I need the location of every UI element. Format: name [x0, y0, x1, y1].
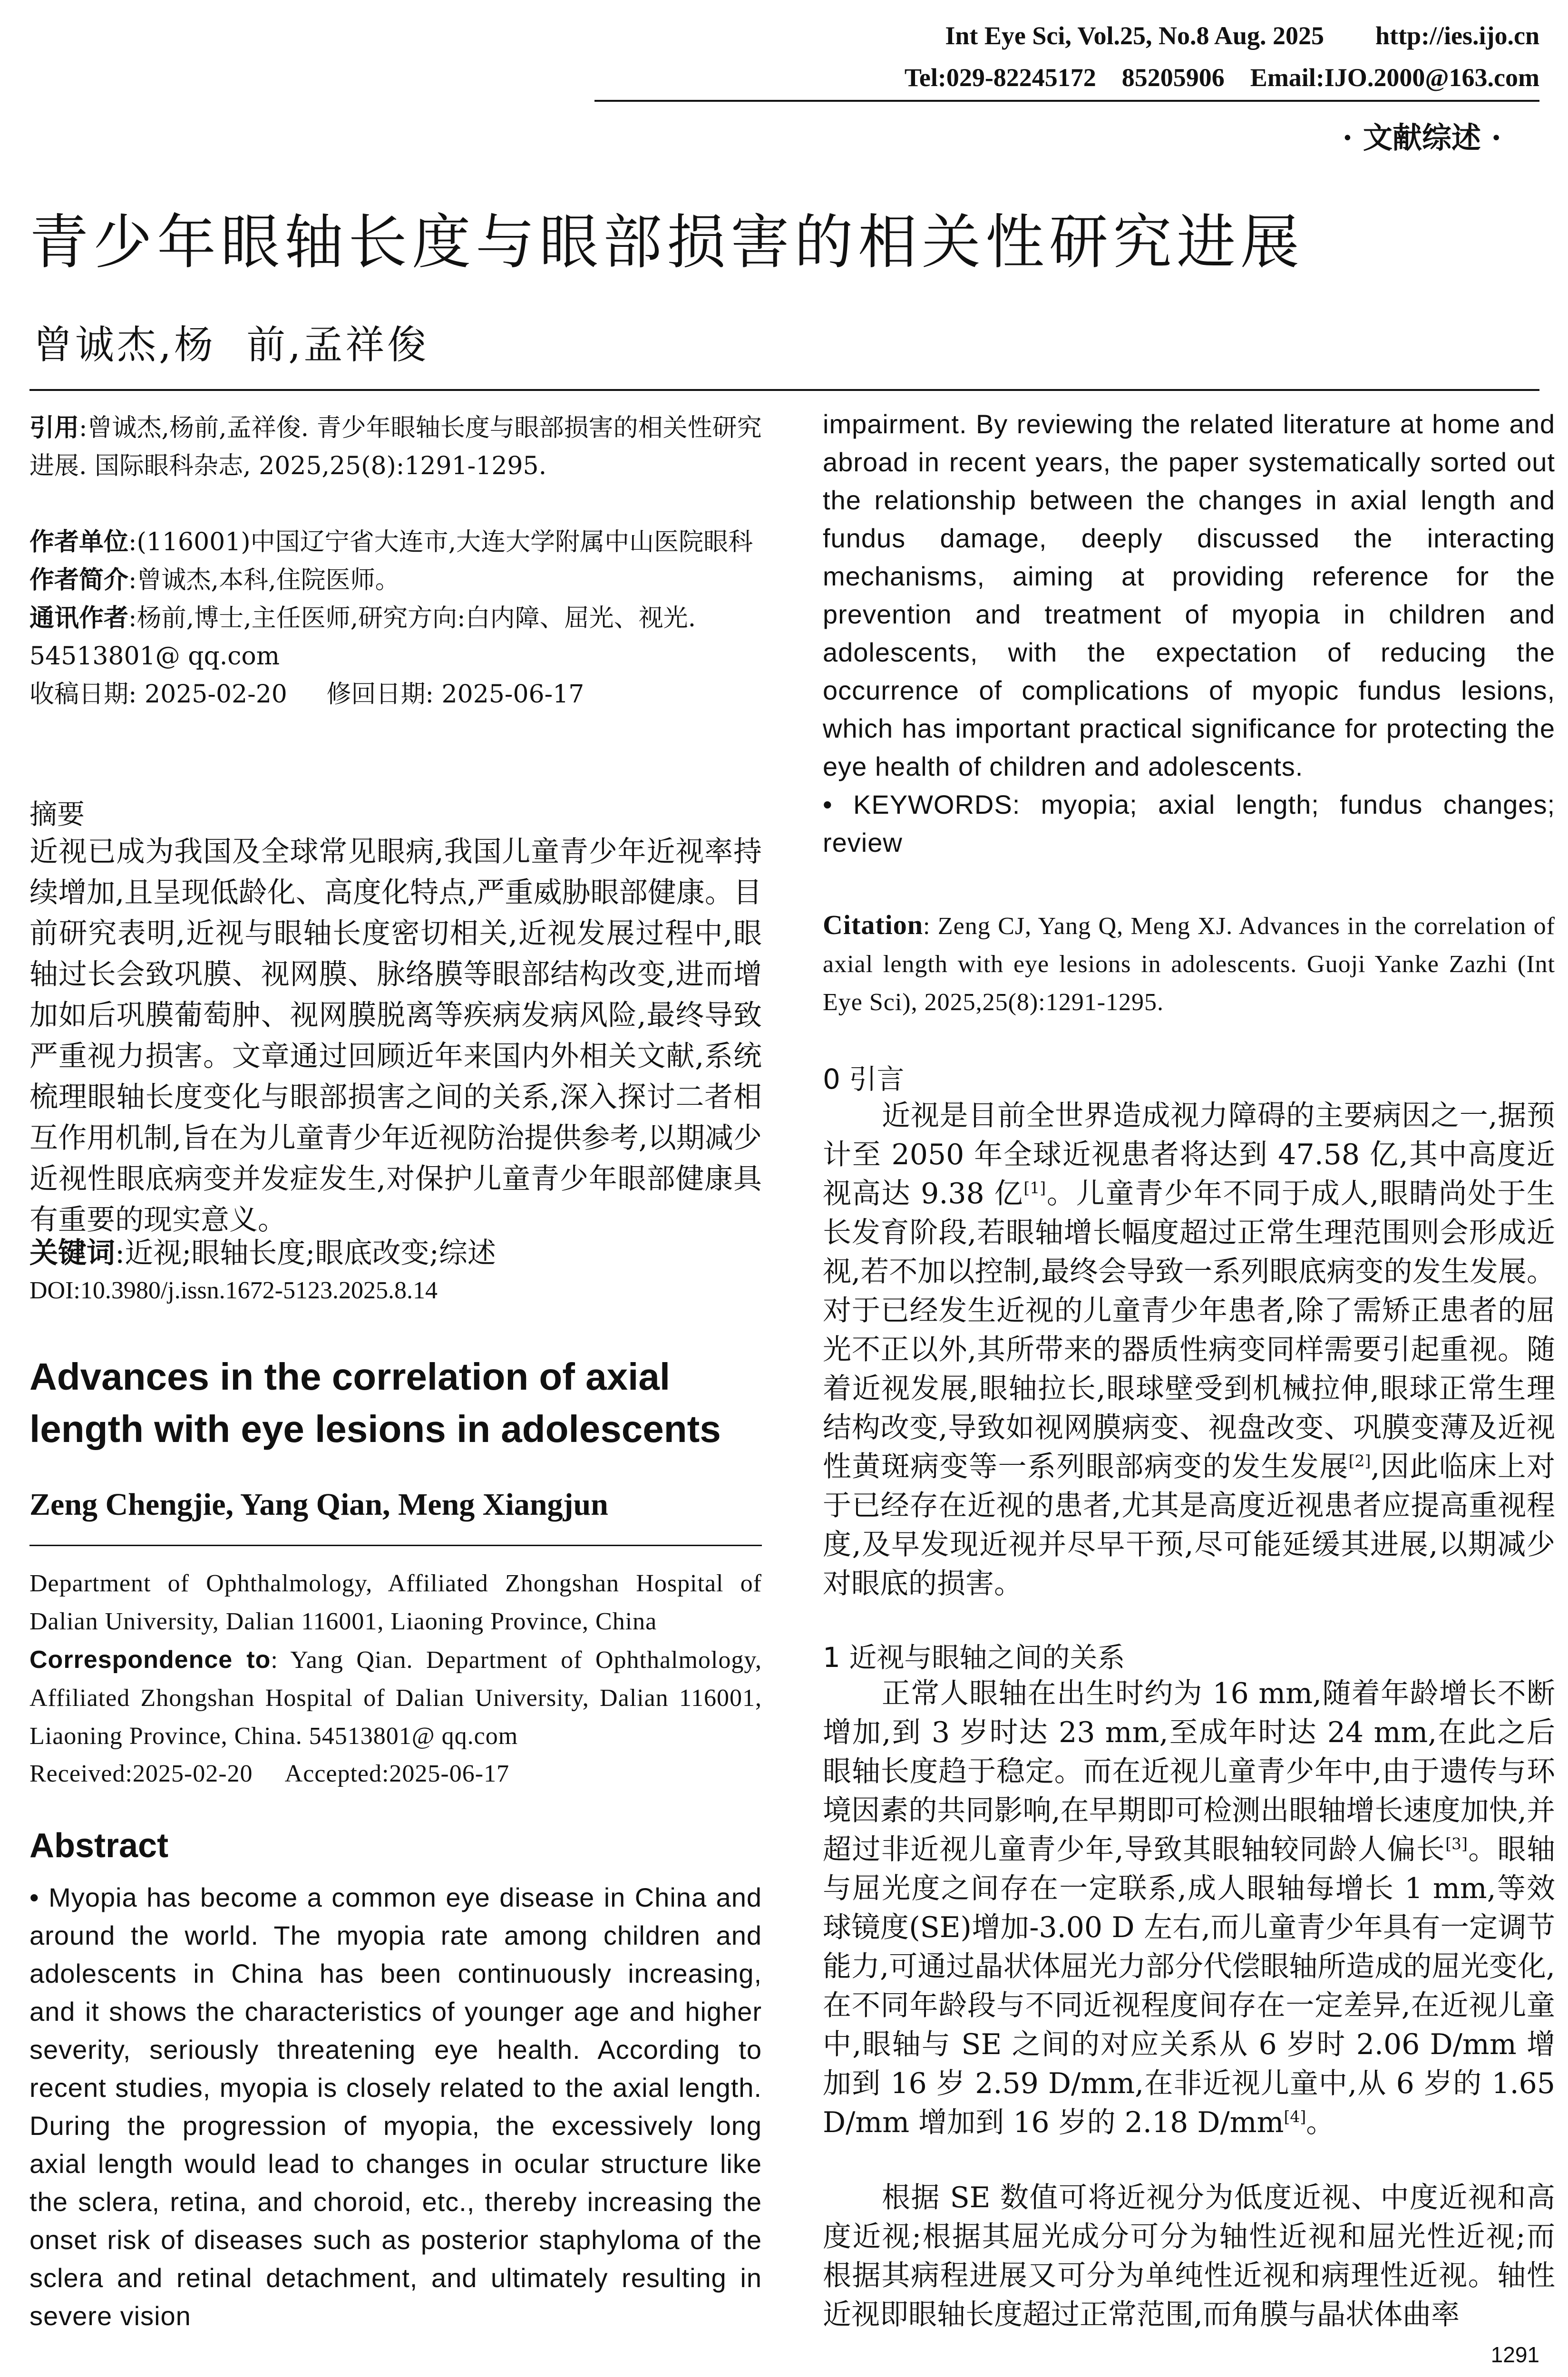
ref-4: [4] — [1284, 2107, 1306, 2126]
intro-text-3: ,因此临床上对于已经存在近视的患者,尤其是高度近视患者应提高重视程度,及早发现近视并尽早干预,尽可能延缓其进展,以期减少对眼底的损害。 — [823, 1450, 1556, 1600]
keywords-cn-text: :近视;眼轴长度;眼底改变;综述 — [115, 1237, 496, 1270]
intro-heading: 0 引言 — [823, 1063, 905, 1095]
abstract-en-right: impairment. By reviewing the related literature at home and abroad in recent years, the paper systematically sorted out the relationship between the changes in axial length and fundus damage, deeply discussed the interacting mechanisms, aiming at providing reference for the prevention and treatment of myopia in children and adolescents, with the expectation of reducing the occurrence of complications of myopic fundus lesions, which has important practical significance for protecting the eye health of children and adolescents. — [823, 409, 1555, 781]
abstract-heading: Abstract — [29, 1827, 169, 1865]
bio-cn-label: 作者简介 — [29, 566, 129, 594]
intro-text-2: 。儿童青少年不同于成人,眼睛尚处于生长发育阶段,若眼轴增长幅度超过正常生理范围则会形成近视,若不加以控制,最终会导致一系列眼底病变的发生发展。对于已经发生近视的儿童青少年患者,除了需矫正患者的屈光不正以外,其所带来的器质性病变同样需要引起重视。随着近视发展,眼轴拉长,眼球壁受到机械拉伸,眼球正常生理结构改变,导致如视网膜病变、视盘改变、巩膜变薄及近视性黄斑病变等一系列眼部病变的发生发展 — [823, 1177, 1555, 1483]
english-authors-rule — [29, 1545, 762, 1546]
english-dates: Received:2025-02-20 Accepted:2025-06-17 — [29, 1760, 510, 1787]
english-correspondence-label: Correspondence to — [29, 1646, 271, 1674]
s1-text-1: 正常人眼轴在出生时约为 16 mm,随着年龄增长不断增加,到 3 岁时达 23 mm,至成年时达 24 mm,在此之后眼轴长度趋于稳定。而在近视儿童青少年中,由于遗传与环境因素的共同影响,在早期即可检测出眼轴增长速度加快,并超过非近视儿童青少年,导致其眼轴较同龄人偏长 — [823, 1677, 1555, 1866]
abstract-cn-text: 近视已成为我国及全球常见眼病,我国儿童青少年近视率持续增加,且呈现低龄化、高度化特点,严重威胁眼部健康。目前研究表明,近视与眼轴长度密切相关,近视发展过程中,眼轴过长会致巩膜、视网膜、脉络膜等眼部结构改变,进而增加如后巩膜葡萄肿、视网膜脱离等疾病发病风险,最终导致严重视力损害。文章通过回顾近年来国内外相关文献,系统梳理眼轴长度变化与眼部损害之间的关系,深入探讨二者相互作用机制,旨在为儿童青少年近视防治提供参考,以期减少近视性眼底病变并发症发生,对保护儿童青少年眼部健康具有重要的现实意义。 — [29, 835, 762, 1237]
affiliation-cn-text: :(116001)中国辽宁省大连市,大连大学附属中山医院眼科 — [128, 528, 753, 556]
section-1-heading: 1 近视与眼轴之间的关系 — [823, 1641, 1125, 1674]
s1-text-2: 。眼轴与屈光度之间存在一定联系,成人眼轴每增长 1 mm,等效球镜度(SE)增加-3.00 D 左右,而儿童青少年具有一定调节能力,可通过晶状体屈光力部分代偿眼轴所造成的屈光变化,在不同年龄段与不同近视程度间存在一定差异,在近视儿童中,眼轴与 SE 之间的对应关系从 6 岁时 2.06 D/mm 增加到 16 岁 2.59 D/mm,在非近视儿童中,从 6 岁的 1.65 D/mm 增加到 16 岁的 2.18 D/mm — [823, 1833, 1556, 2139]
section-1-paragraph-1 — [823, 1674, 1555, 2142]
abstract-en-left: • Myopia has become a common eye disease in China and around the world. The myopia rate among children and adolescents in China has been continuously increasing, and it shows the characteristics of younger age and higher severity, seriously threatening eye health. According to recent studies, myopia is closely related to the axial length. During the progression of myopia, the excessively long axial length would lead to changes in ocular structure like the sclera, retina, and choroid, etc., thereby increasing the onset risk of diseases such as posterior staphyloma of the sclera and retinal detachment, and ultimately resulting in severe vision — [29, 1882, 762, 2331]
authors-cn: 曾诚杰,杨 前,孟祥俊 — [33, 322, 429, 368]
contact-header-line: Tel:029-82245172 85205906 Email:IJO.2000@163.com — [904, 63, 1539, 92]
ref-2: [2] — [1348, 1452, 1371, 1470]
citation-cn — [29, 409, 762, 485]
bio-cn-text: :曾诚杰,本科,住院医师。 — [128, 566, 400, 594]
english-citation-label: Citation — [823, 909, 923, 940]
abstract-cn-heading: 摘要 — [29, 798, 85, 830]
section-tag: · 文献综述 · — [1342, 120, 1501, 155]
affiliation-cn — [29, 523, 762, 561]
correspondence-cn-text: :杨前,博士,主任医师,研究方向:白内障、屈光、视光. 54513801@ qq.com — [29, 604, 696, 671]
page-number: 1291 — [1490, 2342, 1539, 2367]
keywords-cn-label: 关键词 — [29, 1237, 115, 1270]
english-authors: Zeng Chengjie, Yang Qian, Meng Xiangjun — [29, 1487, 608, 1522]
section-1-paragraph-2: 根据 SE 数值可将近视分为低度近视、中度近视和高度近视;根据其屈光成分可分为轴性近视和屈光性近视;而根据其病程进展又可分为单纯性近视和病理性近视。轴性近视即眼轴长度超过正常范围,而角膜与晶状体曲率 — [823, 2181, 1555, 2331]
page-title: 青少年眼轴长度与眼部损害的相关性研究进展 — [29, 208, 1305, 277]
english-citation — [823, 906, 1555, 1022]
citation-cn-label: 引用 — [29, 414, 79, 442]
author-info-cn — [29, 523, 762, 713]
title-rule — [29, 389, 1539, 391]
citation-cn-text: :曾诚杰,杨前,孟祥俊. 青少年眼轴长度与眼部损害的相关性研究进展. 国际眼科杂志, 2025,25(8):1291-1295. — [29, 414, 762, 480]
journal-header-line: Int Eye Sci, Vol.25, No.8 Aug. 2025 http://ies.ijo.cn — [945, 21, 1539, 50]
correspondence-cn-label: 通讯作者 — [29, 604, 129, 633]
doi: DOI:10.3980/j.issn.1672-5123.2025.8.14 — [29, 1277, 438, 1304]
english-correspondence — [29, 1641, 762, 1755]
intro-text-1: 近视是目前全世界造成视力障碍的主要病因之一,据预计至 2050 年全球近视患者将达到 47.58 亿,其中高度近视高达 9.38 亿 — [823, 1099, 1555, 1210]
ref-1: [1] — [1023, 1179, 1046, 1197]
english-citation-text: : Zeng CJ, Yang Q, Meng XJ. Advances in the correlation of axial length with eye lesions in adolescents. Guoji Yanke Zazhi (Int Eye Sci), 2025,25(8):1291-1295. — [823, 913, 1555, 1016]
english-keywords: • KEYWORDS: myopia; axial length; fundus changes; review — [823, 789, 1555, 857]
intro-paragraph — [823, 1096, 1555, 1603]
english-correspondence-text: : Yang Qian. Department of Ophthalmology, Affiliated Zhongshan Hospital of Dalian University, Dalian 116001, Liaoning Province, China. 54513801@ qq.com — [29, 1646, 762, 1750]
affiliation-cn-label: 作者单位 — [29, 528, 129, 556]
keywords-cn — [29, 1233, 762, 1274]
bio-cn — [29, 561, 762, 599]
correspondence-cn — [29, 599, 762, 675]
header-rule — [594, 100, 1539, 102]
english-title: Advances in the correlation of axial length with eye lesions in adolescents — [29, 1355, 721, 1450]
ref-3: [3] — [1445, 1834, 1468, 1853]
english-affiliation: Department of Ophthalmology, Affiliated Zhongshan Hospital of Dalian University, Dalian 116001, Liaoning Province, China — [29, 1570, 762, 1635]
dates-cn: 收稿日期: 2025-02-20 修回日期: 2025-06-17 — [29, 680, 584, 709]
s1-text-3: 。 — [1306, 2106, 1335, 2139]
